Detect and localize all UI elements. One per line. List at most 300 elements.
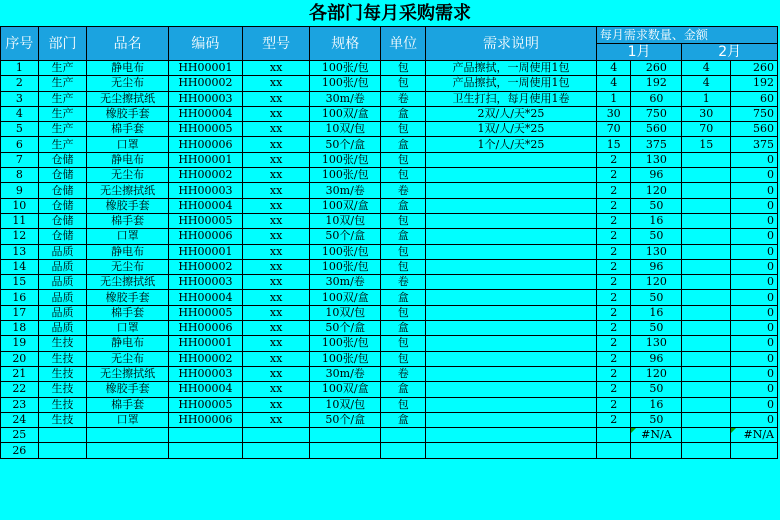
cell-unit[interactable]: 盒 bbox=[381, 321, 426, 336]
cell-seq[interactable]: 17 bbox=[1, 305, 39, 320]
cell-amount-m2[interactable]: 0 bbox=[731, 382, 778, 397]
cell-dept[interactable]: 生产 bbox=[38, 76, 87, 91]
cell-qty-m1[interactable]: 2 bbox=[596, 382, 631, 397]
cell-unit[interactable]: 包 bbox=[381, 122, 426, 137]
cell-qty-m1[interactable]: 2 bbox=[596, 229, 631, 244]
cell-amount-m1[interactable] bbox=[631, 443, 682, 458]
cell-amount-m2[interactable]: 0 bbox=[731, 275, 778, 290]
cell-dept[interactable]: 生技 bbox=[38, 397, 87, 412]
cell-amount-m2[interactable]: 560 bbox=[731, 122, 778, 137]
cell-name[interactable]: 静电布 bbox=[87, 336, 168, 351]
cell-desc[interactable] bbox=[426, 290, 597, 305]
cell-amount-m2[interactable]: 192 bbox=[731, 76, 778, 91]
cell-model[interactable]: xx bbox=[243, 397, 310, 412]
cell-code[interactable]: HH00005 bbox=[168, 122, 242, 137]
cell-code[interactable]: HH00001 bbox=[168, 244, 242, 259]
cell-desc[interactable] bbox=[426, 412, 597, 427]
cell-qty-m1[interactable]: 2 bbox=[596, 198, 631, 213]
cell-amount-m1[interactable]: 50 bbox=[631, 229, 682, 244]
cell-model[interactable] bbox=[243, 443, 310, 458]
cell-qty-m1[interactable]: 2 bbox=[596, 213, 631, 228]
cell-seq[interactable]: 5 bbox=[1, 122, 39, 137]
cell-desc[interactable] bbox=[426, 382, 597, 397]
cell-dept[interactable]: 生技 bbox=[38, 336, 87, 351]
cell-unit[interactable]: 包 bbox=[381, 168, 426, 183]
header-dept[interactable]: 部门 bbox=[38, 27, 87, 61]
cell-name[interactable]: 口罩 bbox=[87, 137, 168, 152]
cell-desc[interactable]: 产品擦拭，一周使用1包 bbox=[426, 61, 597, 76]
cell-qty-m1[interactable]: 2 bbox=[596, 275, 631, 290]
cell-amount-m1[interactable]: 50 bbox=[631, 382, 682, 397]
cell-dept[interactable]: 仓储 bbox=[38, 168, 87, 183]
cell-qty-m1[interactable]: 2 bbox=[596, 244, 631, 259]
cell-amount-m2[interactable]: 0 bbox=[731, 321, 778, 336]
cell-seq[interactable]: 23 bbox=[1, 397, 39, 412]
header-code[interactable]: 编码 bbox=[168, 27, 242, 61]
cell-qty-m1[interactable]: 2 bbox=[596, 336, 631, 351]
cell-seq[interactable]: 10 bbox=[1, 198, 39, 213]
cell-name[interactable]: 口罩 bbox=[87, 229, 168, 244]
cell-qty-m2[interactable] bbox=[682, 412, 731, 427]
header-model[interactable]: 型号 bbox=[243, 27, 310, 61]
cell-qty-m2[interactable] bbox=[682, 290, 731, 305]
cell-code[interactable]: HH00004 bbox=[168, 382, 242, 397]
cell-name[interactable]: 无尘布 bbox=[87, 351, 168, 366]
cell-dept[interactable]: 生产 bbox=[38, 91, 87, 106]
cell-amount-m2[interactable]: 0 bbox=[731, 412, 778, 427]
cell-amount-m1[interactable]: 16 bbox=[631, 213, 682, 228]
cell-code[interactable]: HH00003 bbox=[168, 275, 242, 290]
cell-spec[interactable]: 100张/包 bbox=[310, 61, 381, 76]
cell-qty-m2[interactable] bbox=[682, 366, 731, 381]
cell-code[interactable]: HH00005 bbox=[168, 213, 242, 228]
cell-name[interactable]: 无尘布 bbox=[87, 76, 168, 91]
cell-seq[interactable]: 13 bbox=[1, 244, 39, 259]
header-desc[interactable]: 需求说明 bbox=[426, 27, 597, 61]
cell-dept[interactable]: 仓储 bbox=[38, 213, 87, 228]
cell-qty-m2[interactable] bbox=[682, 244, 731, 259]
cell-qty-m2[interactable] bbox=[682, 198, 731, 213]
cell-desc[interactable] bbox=[426, 183, 597, 198]
cell-amount-m2[interactable]: 0 bbox=[731, 229, 778, 244]
cell-name[interactable]: 静电布 bbox=[87, 152, 168, 167]
cell-dept[interactable]: 仓储 bbox=[38, 152, 87, 167]
cell-amount-m1[interactable]: 16 bbox=[631, 305, 682, 320]
cell-amount-m2[interactable]: 375 bbox=[731, 137, 778, 152]
cell-amount-m2[interactable]: 0 bbox=[731, 305, 778, 320]
cell-name[interactable]: 橡胶手套 bbox=[87, 290, 168, 305]
cell-spec[interactable]: 100双/盒 bbox=[310, 106, 381, 121]
cell-model[interactable]: xx bbox=[243, 275, 310, 290]
cell-name[interactable]: 无尘布 bbox=[87, 168, 168, 183]
cell-amount-m2[interactable]: 0 bbox=[731, 336, 778, 351]
cell-code[interactable]: HH00001 bbox=[168, 336, 242, 351]
cell-amount-m1[interactable]: 120 bbox=[631, 183, 682, 198]
cell-model[interactable]: xx bbox=[243, 198, 310, 213]
cell-name[interactable]: 无尘擦拭纸 bbox=[87, 183, 168, 198]
cell-unit[interactable]: 包 bbox=[381, 305, 426, 320]
cell-desc[interactable] bbox=[426, 366, 597, 381]
cell-code[interactable]: HH00003 bbox=[168, 91, 242, 106]
cell-qty-m2[interactable]: 1 bbox=[682, 91, 731, 106]
cell-model[interactable]: xx bbox=[243, 168, 310, 183]
cell-spec[interactable]: 10双/包 bbox=[310, 122, 381, 137]
cell-dept[interactable] bbox=[38, 443, 87, 458]
cell-seq[interactable]: 12 bbox=[1, 229, 39, 244]
cell-spec[interactable] bbox=[310, 443, 381, 458]
cell-code[interactable] bbox=[168, 443, 242, 458]
cell-seq[interactable]: 3 bbox=[1, 91, 39, 106]
cell-spec[interactable]: 50个/盒 bbox=[310, 321, 381, 336]
cell-seq[interactable]: 20 bbox=[1, 351, 39, 366]
cell-spec[interactable]: 100张/包 bbox=[310, 76, 381, 91]
cell-desc[interactable]: 1个/人/天*25 bbox=[426, 137, 597, 152]
cell-spec[interactable]: 100张/包 bbox=[310, 152, 381, 167]
cell-spec[interactable]: 10双/包 bbox=[310, 213, 381, 228]
cell-seq[interactable]: 22 bbox=[1, 382, 39, 397]
cell-qty-m2[interactable]: 15 bbox=[682, 137, 731, 152]
header-spec[interactable]: 规格 bbox=[310, 27, 381, 61]
cell-model[interactable]: xx bbox=[243, 137, 310, 152]
cell-amount-m2[interactable]: 0 bbox=[731, 259, 778, 274]
cell-model[interactable]: xx bbox=[243, 321, 310, 336]
header-name[interactable]: 品名 bbox=[87, 27, 168, 61]
cell-qty-m2[interactable] bbox=[682, 321, 731, 336]
cell-name[interactable] bbox=[87, 443, 168, 458]
cell-spec[interactable]: 100双/盒 bbox=[310, 198, 381, 213]
cell-desc[interactable] bbox=[426, 397, 597, 412]
cell-model[interactable]: xx bbox=[243, 290, 310, 305]
cell-spec[interactable]: 100双/盒 bbox=[310, 290, 381, 305]
cell-spec[interactable]: 100张/包 bbox=[310, 244, 381, 259]
cell-desc[interactable]: 产品擦拭，一周使用1包 bbox=[426, 76, 597, 91]
cell-qty-m2[interactable] bbox=[682, 336, 731, 351]
cell-code[interactable]: HH00001 bbox=[168, 152, 242, 167]
cell-name[interactable]: 棉手套 bbox=[87, 397, 168, 412]
cell-unit[interactable]: 包 bbox=[381, 259, 426, 274]
cell-code[interactable] bbox=[168, 428, 242, 443]
cell-name[interactable]: 橡胶手套 bbox=[87, 382, 168, 397]
cell-qty-m2[interactable] bbox=[682, 168, 731, 183]
cell-unit[interactable]: 包 bbox=[381, 336, 426, 351]
cell-qty-m1[interactable]: 1 bbox=[596, 91, 631, 106]
cell-desc[interactable]: 1双/人/天*25 bbox=[426, 122, 597, 137]
cell-qty-m1[interactable]: 2 bbox=[596, 290, 631, 305]
cell-seq[interactable]: 18 bbox=[1, 321, 39, 336]
cell-amount-m1[interactable]: 375 bbox=[631, 137, 682, 152]
cell-model[interactable]: xx bbox=[243, 91, 310, 106]
cell-desc[interactable] bbox=[426, 336, 597, 351]
cell-name[interactable]: 静电布 bbox=[87, 244, 168, 259]
cell-amount-m2[interactable]: 260 bbox=[731, 61, 778, 76]
cell-amount-m1[interactable]: 50 bbox=[631, 290, 682, 305]
cell-amount-m1[interactable]: 130 bbox=[631, 336, 682, 351]
cell-qty-m1[interactable]: 30 bbox=[596, 106, 631, 121]
cell-desc[interactable] bbox=[426, 305, 597, 320]
cell-code[interactable]: HH00006 bbox=[168, 412, 242, 427]
cell-amount-m1[interactable]: 50 bbox=[631, 321, 682, 336]
cell-amount-m1[interactable]: 50 bbox=[631, 198, 682, 213]
cell-seq[interactable]: 11 bbox=[1, 213, 39, 228]
cell-desc[interactable] bbox=[426, 229, 597, 244]
cell-desc[interactable] bbox=[426, 213, 597, 228]
cell-dept[interactable]: 品质 bbox=[38, 244, 87, 259]
cell-unit[interactable]: 包 bbox=[381, 351, 426, 366]
cell-qty-m2[interactable] bbox=[682, 351, 731, 366]
cell-amount-m1[interactable]: 120 bbox=[631, 366, 682, 381]
cell-seq[interactable]: 19 bbox=[1, 336, 39, 351]
cell-qty-m2[interactable] bbox=[682, 259, 731, 274]
cell-code[interactable]: HH00002 bbox=[168, 76, 242, 91]
cell-model[interactable]: xx bbox=[243, 213, 310, 228]
cell-qty-m1[interactable]: 2 bbox=[596, 412, 631, 427]
cell-spec[interactable]: 30m/卷 bbox=[310, 275, 381, 290]
cell-qty-m1[interactable]: 4 bbox=[596, 76, 631, 91]
cell-model[interactable]: xx bbox=[243, 336, 310, 351]
cell-unit[interactable]: 卷 bbox=[381, 183, 426, 198]
cell-amount-m2[interactable]: 0 bbox=[731, 366, 778, 381]
cell-qty-m2[interactable] bbox=[682, 183, 731, 198]
cell-seq[interactable]: 21 bbox=[1, 366, 39, 381]
cell-amount-m1[interactable]: 96 bbox=[631, 351, 682, 366]
cell-desc[interactable] bbox=[426, 351, 597, 366]
cell-amount-m2[interactable]: 0 bbox=[731, 397, 778, 412]
cell-model[interactable]: xx bbox=[243, 305, 310, 320]
cell-qty-m1[interactable]: 15 bbox=[596, 137, 631, 152]
cell-name[interactable]: 口罩 bbox=[87, 412, 168, 427]
cell-unit[interactable]: 盒 bbox=[381, 106, 426, 121]
cell-dept[interactable]: 品质 bbox=[38, 259, 87, 274]
cell-model[interactable]: xx bbox=[243, 229, 310, 244]
cell-desc[interactable] bbox=[426, 244, 597, 259]
cell-qty-m2[interactable] bbox=[682, 229, 731, 244]
cell-qty-m1[interactable]: 2 bbox=[596, 152, 631, 167]
cell-unit[interactable]: 包 bbox=[381, 213, 426, 228]
cell-amount-m2[interactable]: 750 bbox=[731, 106, 778, 121]
cell-seq[interactable]: 2 bbox=[1, 76, 39, 91]
cell-spec[interactable]: 10双/包 bbox=[310, 305, 381, 320]
cell-dept[interactable]: 品质 bbox=[38, 305, 87, 320]
cell-code[interactable]: HH00006 bbox=[168, 137, 242, 152]
cell-code[interactable]: HH00002 bbox=[168, 259, 242, 274]
cell-code[interactable]: HH00004 bbox=[168, 106, 242, 121]
header-month-2[interactable]: 2月 bbox=[682, 44, 778, 61]
cell-unit[interactable]: 卷 bbox=[381, 91, 426, 106]
cell-name[interactable]: 口罩 bbox=[87, 321, 168, 336]
cell-desc[interactable] bbox=[426, 198, 597, 213]
cell-amount-m1[interactable]: 192 bbox=[631, 76, 682, 91]
cell-unit[interactable]: 盒 bbox=[381, 229, 426, 244]
cell-amount-m1[interactable]: 130 bbox=[631, 152, 682, 167]
cell-qty-m1[interactable]: 2 bbox=[596, 168, 631, 183]
cell-dept[interactable]: 品质 bbox=[38, 321, 87, 336]
cell-model[interactable]: xx bbox=[243, 366, 310, 381]
cell-qty-m1[interactable] bbox=[596, 428, 631, 443]
cell-seq[interactable]: 26 bbox=[1, 443, 39, 458]
cell-code[interactable]: HH00003 bbox=[168, 366, 242, 381]
cell-unit[interactable]: 包 bbox=[381, 152, 426, 167]
cell-amount-m1[interactable]: 96 bbox=[631, 168, 682, 183]
cell-amount-m1[interactable]: 130 bbox=[631, 244, 682, 259]
cell-spec[interactable]: 100张/包 bbox=[310, 351, 381, 366]
cell-code[interactable]: HH00005 bbox=[168, 397, 242, 412]
cell-qty-m2[interactable]: 4 bbox=[682, 76, 731, 91]
cell-unit[interactable]: 盒 bbox=[381, 382, 426, 397]
cell-spec[interactable]: 100张/包 bbox=[310, 259, 381, 274]
cell-qty-m2[interactable]: 70 bbox=[682, 122, 731, 137]
cell-desc[interactable]: 2双/人/天*25 bbox=[426, 106, 597, 121]
cell-dept[interactable]: 生技 bbox=[38, 412, 87, 427]
cell-model[interactable]: xx bbox=[243, 152, 310, 167]
cell-dept[interactable]: 生技 bbox=[38, 382, 87, 397]
cell-unit[interactable]: 盒 bbox=[381, 412, 426, 427]
cell-amount-m1[interactable]: 60 bbox=[631, 91, 682, 106]
cell-unit[interactable]: 卷 bbox=[381, 366, 426, 381]
cell-desc[interactable] bbox=[426, 259, 597, 274]
cell-dept[interactable]: 生技 bbox=[38, 366, 87, 381]
cell-dept[interactable]: 生产 bbox=[38, 106, 87, 121]
cell-name[interactable]: 橡胶手套 bbox=[87, 106, 168, 121]
cell-model[interactable]: xx bbox=[243, 183, 310, 198]
cell-qty-m1[interactable]: 2 bbox=[596, 366, 631, 381]
cell-code[interactable]: HH00003 bbox=[168, 183, 242, 198]
cell-model[interactable]: xx bbox=[243, 351, 310, 366]
cell-qty-m1[interactable]: 2 bbox=[596, 183, 631, 198]
cell-qty-m1[interactable]: 70 bbox=[596, 122, 631, 137]
cell-amount-m2[interactable]: 0 bbox=[731, 198, 778, 213]
cell-desc[interactable] bbox=[426, 321, 597, 336]
cell-qty-m2[interactable] bbox=[682, 443, 731, 458]
cell-unit[interactable]: 盒 bbox=[381, 198, 426, 213]
cell-amount-m1[interactable]: 16 bbox=[631, 397, 682, 412]
cell-seq[interactable]: 25 bbox=[1, 428, 39, 443]
cell-name[interactable]: 无尘擦拭纸 bbox=[87, 366, 168, 381]
cell-qty-m1[interactable]: 4 bbox=[596, 61, 631, 76]
cell-name[interactable]: 无尘布 bbox=[87, 259, 168, 274]
cell-name[interactable]: 棉手套 bbox=[87, 122, 168, 137]
cell-unit[interactable] bbox=[381, 443, 426, 458]
cell-spec[interactable] bbox=[310, 428, 381, 443]
cell-model[interactable] bbox=[243, 428, 310, 443]
cell-spec[interactable]: 50个/盒 bbox=[310, 229, 381, 244]
cell-amount-m1[interactable]: 260 bbox=[631, 61, 682, 76]
cell-unit[interactable]: 包 bbox=[381, 61, 426, 76]
cell-dept[interactable]: 品质 bbox=[38, 275, 87, 290]
cell-dept[interactable]: 生产 bbox=[38, 122, 87, 137]
cell-qty-m2[interactable] bbox=[682, 213, 731, 228]
cell-dept[interactable] bbox=[38, 428, 87, 443]
cell-desc[interactable] bbox=[426, 168, 597, 183]
cell-dept[interactable]: 生产 bbox=[38, 137, 87, 152]
header-month-1[interactable]: 1月 bbox=[596, 44, 681, 61]
cell-amount-m2[interactable] bbox=[731, 443, 778, 458]
cell-spec[interactable]: 100双/盒 bbox=[310, 382, 381, 397]
cell-name[interactable]: 静电布 bbox=[87, 61, 168, 76]
cell-desc[interactable] bbox=[426, 152, 597, 167]
cell-code[interactable]: HH00001 bbox=[168, 61, 242, 76]
cell-seq[interactable]: 6 bbox=[1, 137, 39, 152]
cell-unit[interactable]: 包 bbox=[381, 244, 426, 259]
cell-code[interactable]: HH00002 bbox=[168, 351, 242, 366]
cell-unit[interactable]: 盒 bbox=[381, 137, 426, 152]
cell-model[interactable]: xx bbox=[243, 244, 310, 259]
cell-seq[interactable]: 4 bbox=[1, 106, 39, 121]
cell-desc[interactable] bbox=[426, 428, 597, 443]
cell-spec[interactable]: 10双/包 bbox=[310, 397, 381, 412]
cell-amount-m1[interactable]: 560 bbox=[631, 122, 682, 137]
cell-name[interactable]: 棉手套 bbox=[87, 305, 168, 320]
cell-model[interactable]: xx bbox=[243, 76, 310, 91]
cell-amount-m1[interactable]: #N/A bbox=[631, 428, 682, 443]
cell-qty-m1[interactable]: 2 bbox=[596, 397, 631, 412]
cell-dept[interactable]: 仓储 bbox=[38, 183, 87, 198]
cell-amount-m2[interactable]: 0 bbox=[731, 168, 778, 183]
cell-qty-m2[interactable]: 4 bbox=[682, 61, 731, 76]
cell-qty-m1[interactable]: 2 bbox=[596, 305, 631, 320]
cell-unit[interactable]: 卷 bbox=[381, 275, 426, 290]
cell-spec[interactable]: 30m/卷 bbox=[310, 91, 381, 106]
cell-qty-m2[interactable] bbox=[682, 382, 731, 397]
cell-qty-m2[interactable] bbox=[682, 275, 731, 290]
cell-desc[interactable]: 卫生打扫，每月使用1卷 bbox=[426, 91, 597, 106]
cell-dept[interactable]: 仓储 bbox=[38, 229, 87, 244]
cell-dept[interactable]: 仓储 bbox=[38, 198, 87, 213]
cell-spec[interactable]: 100张/包 bbox=[310, 168, 381, 183]
cell-dept[interactable]: 品质 bbox=[38, 290, 87, 305]
cell-dept[interactable]: 生技 bbox=[38, 351, 87, 366]
cell-unit[interactable] bbox=[381, 428, 426, 443]
cell-name[interactable]: 橡胶手套 bbox=[87, 198, 168, 213]
cell-qty-m2[interactable] bbox=[682, 305, 731, 320]
cell-amount-m1[interactable]: 750 bbox=[631, 106, 682, 121]
cell-desc[interactable] bbox=[426, 275, 597, 290]
cell-model[interactable]: xx bbox=[243, 106, 310, 121]
cell-qty-m1[interactable]: 2 bbox=[596, 351, 631, 366]
cell-spec[interactable]: 50个/盒 bbox=[310, 137, 381, 152]
cell-code[interactable]: HH00004 bbox=[168, 290, 242, 305]
cell-amount-m2[interactable]: 0 bbox=[731, 244, 778, 259]
cell-model[interactable]: xx bbox=[243, 382, 310, 397]
cell-code[interactable]: HH00004 bbox=[168, 198, 242, 213]
cell-amount-m1[interactable]: 96 bbox=[631, 259, 682, 274]
cell-unit[interactable]: 包 bbox=[381, 76, 426, 91]
cell-seq[interactable]: 9 bbox=[1, 183, 39, 198]
cell-qty-m2[interactable] bbox=[682, 152, 731, 167]
cell-code[interactable]: HH00006 bbox=[168, 229, 242, 244]
cell-amount-m1[interactable]: 120 bbox=[631, 275, 682, 290]
cell-qty-m1[interactable]: 2 bbox=[596, 321, 631, 336]
cell-qty-m2[interactable] bbox=[682, 428, 731, 443]
cell-seq[interactable]: 1 bbox=[1, 61, 39, 76]
header-monthly[interactable]: 每月需求数量、金额 bbox=[596, 27, 777, 44]
header-seq[interactable]: 序号 bbox=[1, 27, 39, 61]
cell-amount-m2[interactable]: 0 bbox=[731, 213, 778, 228]
cell-amount-m2[interactable]: 60 bbox=[731, 91, 778, 106]
cell-seq[interactable]: 15 bbox=[1, 275, 39, 290]
cell-code[interactable]: HH00002 bbox=[168, 168, 242, 183]
cell-model[interactable]: xx bbox=[243, 122, 310, 137]
cell-name[interactable]: 无尘擦拭纸 bbox=[87, 91, 168, 106]
cell-name[interactable] bbox=[87, 428, 168, 443]
cell-dept[interactable]: 生产 bbox=[38, 61, 87, 76]
cell-spec[interactable]: 30m/卷 bbox=[310, 366, 381, 381]
cell-qty-m1[interactable] bbox=[596, 443, 631, 458]
cell-amount-m2[interactable]: 0 bbox=[731, 290, 778, 305]
cell-seq[interactable]: 16 bbox=[1, 290, 39, 305]
cell-seq[interactable]: 24 bbox=[1, 412, 39, 427]
cell-name[interactable]: 无尘擦拭纸 bbox=[87, 275, 168, 290]
cell-amount-m2[interactable]: 0 bbox=[731, 152, 778, 167]
